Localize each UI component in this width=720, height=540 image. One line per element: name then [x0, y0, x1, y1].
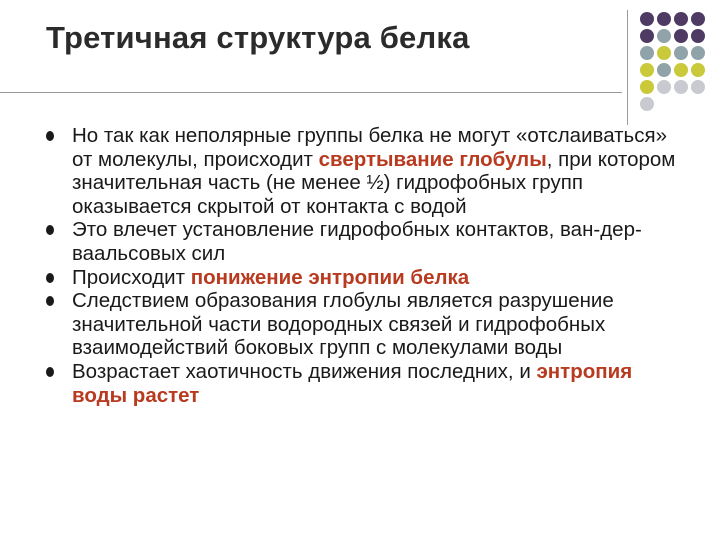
- bullet-text: Но так как неполярные группы белка не могут «отслаиваться» от молекулы, происходит: [72, 124, 667, 171]
- bullet-text: , при котором значительная часть (не менее ½) гидрофобных групп оказывается скрытой от контакта с водой: [72, 147, 676, 218]
- decor-dot: [674, 29, 688, 43]
- bullet-item: [46, 289, 676, 360]
- decor-dot: [640, 29, 654, 43]
- title-divider: [0, 92, 622, 93]
- bullet-highlight: свертывание глобулы: [318, 147, 547, 171]
- decor-dot: [674, 12, 688, 26]
- bullet-item: [46, 360, 676, 407]
- decor-dot: [674, 46, 688, 60]
- decor-dot: [640, 80, 654, 94]
- decor-dot: [640, 12, 654, 26]
- decor-dot: [657, 29, 671, 43]
- decor-dot: [691, 46, 705, 60]
- bullet-item: [46, 124, 676, 218]
- bullet-item: [46, 218, 676, 265]
- decor-dot: [674, 80, 688, 94]
- decor-dot: [657, 46, 671, 60]
- decor-dot: [674, 63, 688, 77]
- bullet-text: Следствием образования глобулы является разрушение значительной части водородных связей и гидрофобных взаимодействий боковых групп с молекулами воды: [72, 289, 614, 360]
- decor-dot: [691, 12, 705, 26]
- bullet-icon: [46, 131, 54, 141]
- decor-dot: [691, 29, 705, 43]
- bullet-text: Это влечет установление гидрофобных контактов, ван-дер-ваальсовых сил: [72, 218, 642, 265]
- bullet-icon: [46, 225, 54, 235]
- slide-title: Третичная структура белка: [46, 20, 470, 55]
- decor-dot: [657, 12, 671, 26]
- decor-dot: [657, 63, 671, 77]
- decorative-dot-grid: [640, 12, 720, 112]
- decor-dot: [657, 80, 671, 94]
- bullet-text: Возрастает хаотичность движения последних, и: [72, 359, 537, 383]
- slide-body: [46, 124, 676, 407]
- decor-dot: [691, 63, 705, 77]
- bullet-list: [46, 124, 676, 407]
- decor-dot: [640, 46, 654, 60]
- decor-dot: [640, 63, 654, 77]
- bullet-icon: [46, 296, 54, 306]
- bullet-highlight: энтропия воды растет: [72, 359, 633, 407]
- bullet-highlight: понижение энтропии белка: [190, 265, 470, 289]
- bullet-item: [46, 266, 676, 290]
- decor-dot: [691, 80, 705, 94]
- decor-dot: [640, 97, 654, 111]
- bullet-icon: [46, 273, 54, 283]
- vertical-divider: [627, 10, 628, 125]
- bullet-icon: [46, 367, 54, 377]
- bullet-text: Происходит: [72, 265, 191, 289]
